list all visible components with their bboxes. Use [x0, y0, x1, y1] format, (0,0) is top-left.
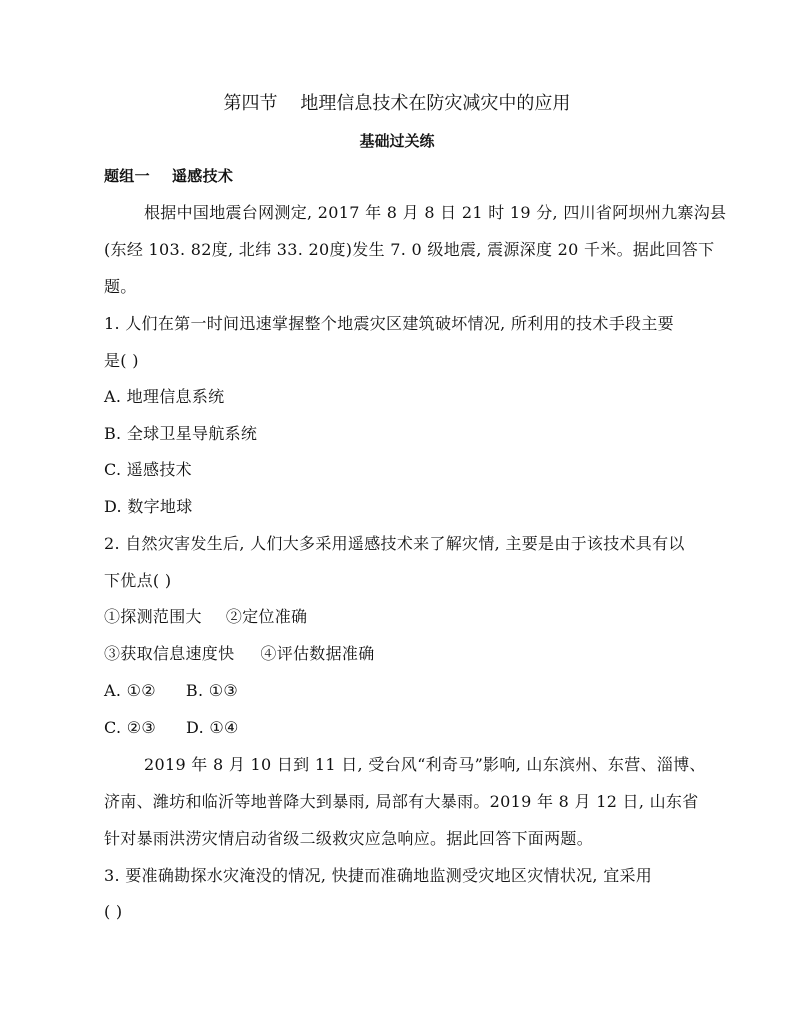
option-c: C. ②③	[104, 718, 157, 737]
option-row	[104, 681, 694, 701]
statement-item: ④评估数据准确	[260, 644, 375, 663]
question-stem: 下优点( )	[104, 571, 172, 590]
passage-line: 济南、潍坊和临沂等地普降大到暴雨, 局部有大暴雨。2019 年 8 月 12 日, 山东省	[104, 792, 699, 811]
statement-item: ②定位准确	[225, 607, 308, 626]
option-row	[104, 718, 694, 738]
section-subtitle: 基础过关练	[359, 132, 435, 150]
option-c: C. 遥感技术	[104, 460, 192, 479]
option-b: B. ①③	[185, 681, 239, 700]
passage-line: 根据中国地震台网测定, 2017 年 8 月 8 日 21 时 19 分, 四川省阿坝州九寨沟县	[144, 203, 727, 222]
passage-line: 2019 年 8 月 10 日到 11 日, 受台风“利奇马”影响, 山东滨州、东营、淄博、	[144, 755, 706, 774]
statement-item: ①探测范围大	[104, 607, 202, 626]
question-group-heading: 题组一 遥感技术	[104, 167, 234, 185]
option-d: D. ①④	[186, 718, 239, 737]
option-a: A. 地理信息系统	[104, 387, 225, 406]
question-stem: 3. 要准确勘探水灾淹没的情况, 快捷而准确地监测受灾地区灾情状况, 宜采用	[104, 866, 653, 885]
passage-line: 题。	[104, 277, 137, 296]
statement-item: ③获取信息速度快	[104, 644, 235, 663]
question-stem: 1. 人们在第一时间迅速掌握整个地震灾区建筑破坏情况, 所利用的技术手段主要	[104, 314, 674, 333]
question-stem: ( )	[104, 902, 123, 921]
passage-line: 针对暴雨洪涝灾情启动省级二级救灾应急响应。据此回答下面两题。	[104, 829, 594, 848]
option-a: A. ①②	[104, 681, 156, 700]
option-b: B. 全球卫星导航系统	[104, 424, 258, 443]
statement-row	[104, 607, 694, 627]
statement-row	[104, 644, 694, 664]
passage-line: (东经 103. 82度, 北纬 33. 20度)发生 7. 0 级地震, 震源深度 20 千米。据此回答下	[104, 240, 715, 259]
question-stem: 2. 自然灾害发生后, 人们大多采用遥感技术来了解灾情, 主要是由于该技术具有以	[104, 534, 685, 553]
option-d: D. 数字地球	[104, 497, 193, 516]
section-title: 第四节 地理信息技术在防灾减灾中的应用	[223, 93, 571, 114]
question-stem: 是( )	[104, 351, 139, 370]
